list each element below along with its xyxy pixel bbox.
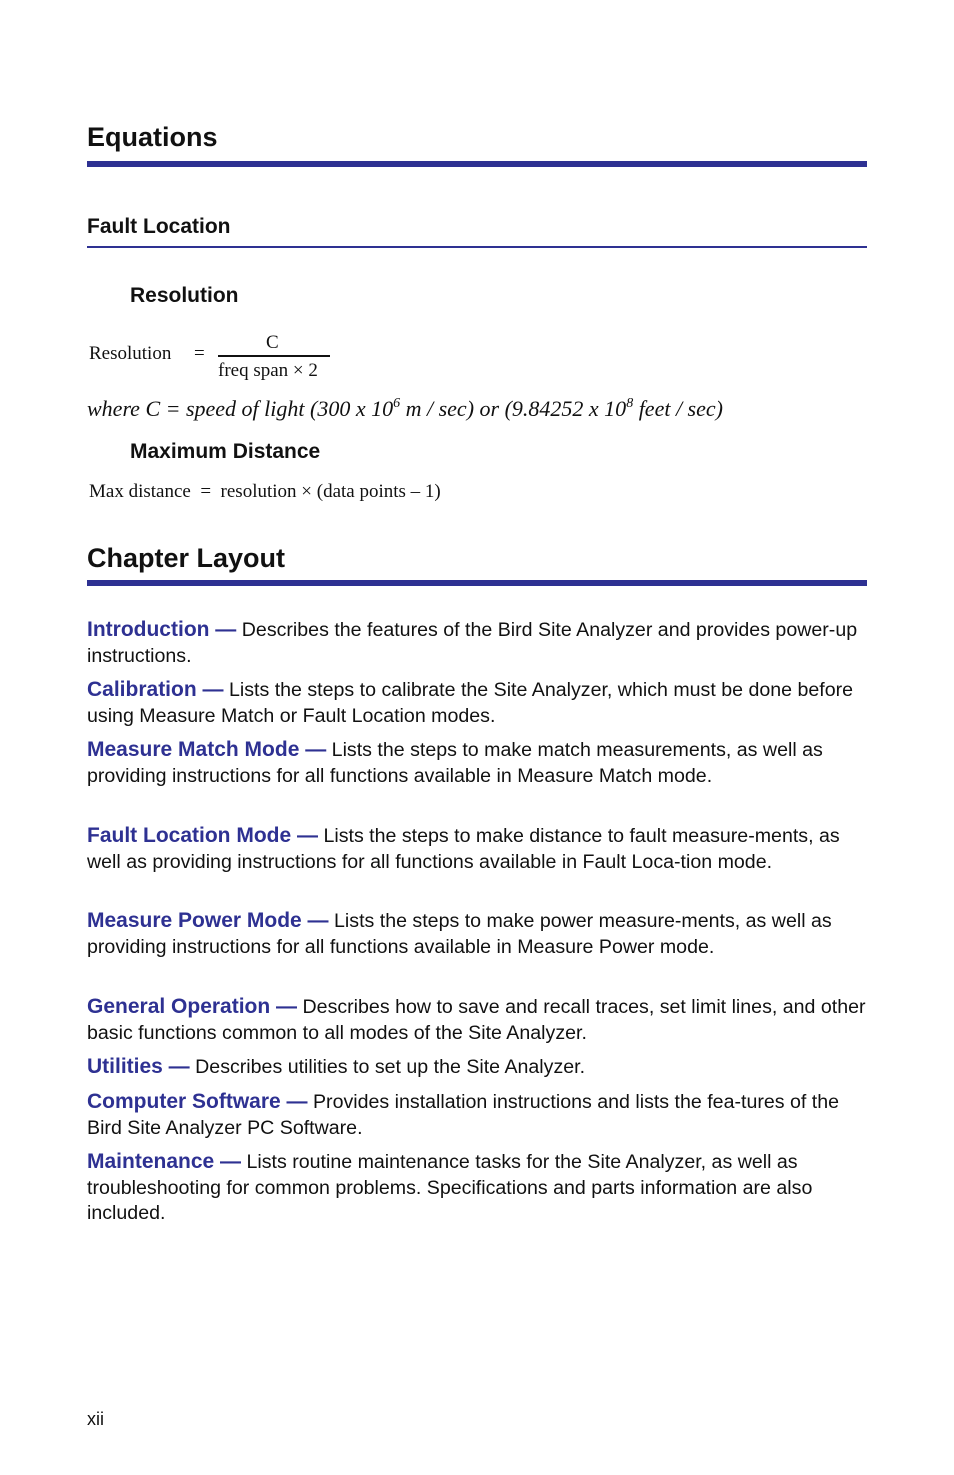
equations-heading: Equations — [87, 122, 218, 152]
chapter-entry-general-operation — [87, 994, 867, 1046]
resolution-equals: = — [194, 343, 205, 364]
chapter-desc: Describes how to save and recall traces, set limit lines, and other basic functions common to all modes of the Site Analyzer. — [87, 996, 866, 1044]
exponent-6: 6 — [393, 396, 401, 411]
chapter-entry-computer-software — [87, 1089, 867, 1141]
equations-rule — [87, 161, 867, 167]
chapter-entry-utilities — [87, 1054, 867, 1081]
where-part3: feet / sec) — [633, 396, 723, 421]
chapter-desc: Lists the steps to make distance to fault measure-ments, as well as providing instructions for all functions available in Fault Loca-tion mode. — [87, 825, 840, 873]
fault-location-rule — [87, 246, 867, 248]
chapter-term: Measure Match Mode — — [87, 738, 327, 761]
fault-location-heading: Fault Location — [87, 215, 231, 238]
chapter-layout-rule — [87, 580, 867, 586]
chapter-term: Measure Power Mode — — [87, 909, 329, 932]
chapter-entry-introduction — [87, 617, 867, 669]
fraction-bar — [218, 355, 330, 357]
page-number: xii — [87, 1409, 104, 1429]
resolution-heading: Resolution — [130, 284, 239, 307]
where-part2: m / sec) or (9.84252 x 10 — [400, 396, 627, 421]
chapter-term: General Operation — — [87, 995, 298, 1018]
chapter-desc: Lists routine maintenance tasks for the Site Analyzer, as well as troubleshooting for common problems. Specifications and parts information are also included. — [87, 1151, 813, 1224]
max-distance-formula: Max distance = resolution × (data points – 1) — [89, 481, 441, 502]
where-part1: where C = speed of light (300 x 10 — [87, 396, 394, 421]
chapter-term: Maintenance — — [87, 1150, 242, 1173]
max-distance-heading: Maximum Distance — [130, 440, 321, 463]
chapter-term: Fault Location Mode — — [87, 824, 318, 847]
chapter-entry-maintenance — [87, 1149, 867, 1227]
chapter-layout-heading: Chapter Layout — [87, 543, 286, 573]
resolution-lhs: Resolution — [89, 343, 172, 364]
chapter-desc: Provides installation instructions and lists the fea-tures of the Bird Site Analyzer PC Software. — [87, 1091, 840, 1139]
chapter-term: Calibration — — [87, 678, 224, 701]
chapter-term: Utilities — — [87, 1055, 190, 1078]
chapter-desc: Lists the steps to make match measurements, as well as providing instructions for all functions available in Measure Match mode. — [87, 739, 823, 787]
resolution-numerator: C — [266, 332, 279, 353]
speed-of-light-note — [87, 396, 723, 422]
chapter-entry-measure-power — [87, 908, 867, 960]
resolution-denominator: freq span × 2 — [218, 360, 318, 381]
chapter-desc: Lists the steps to calibrate the Site Analyzer, which must be done before using Measure Match or Fault Location modes. — [87, 679, 854, 727]
chapter-entry-measure-match — [87, 737, 867, 789]
chapter-entry-calibration — [87, 677, 867, 729]
chapter-term: Computer Software — — [87, 1090, 308, 1113]
chapter-term: Introduction — — [87, 618, 237, 641]
chapter-desc: Describes the features of the Bird Site Analyzer and provides power-up instructions. — [87, 619, 858, 667]
chapter-desc: Lists the steps to make power measure-ments, as well as providing instructions for all functions available in Measure Power mode. — [87, 910, 832, 958]
chapter-entry-fault-location — [87, 823, 867, 875]
exponent-8: 8 — [626, 396, 634, 411]
chapter-desc: Describes utilities to set up the Site Analyzer. — [195, 1056, 586, 1078]
